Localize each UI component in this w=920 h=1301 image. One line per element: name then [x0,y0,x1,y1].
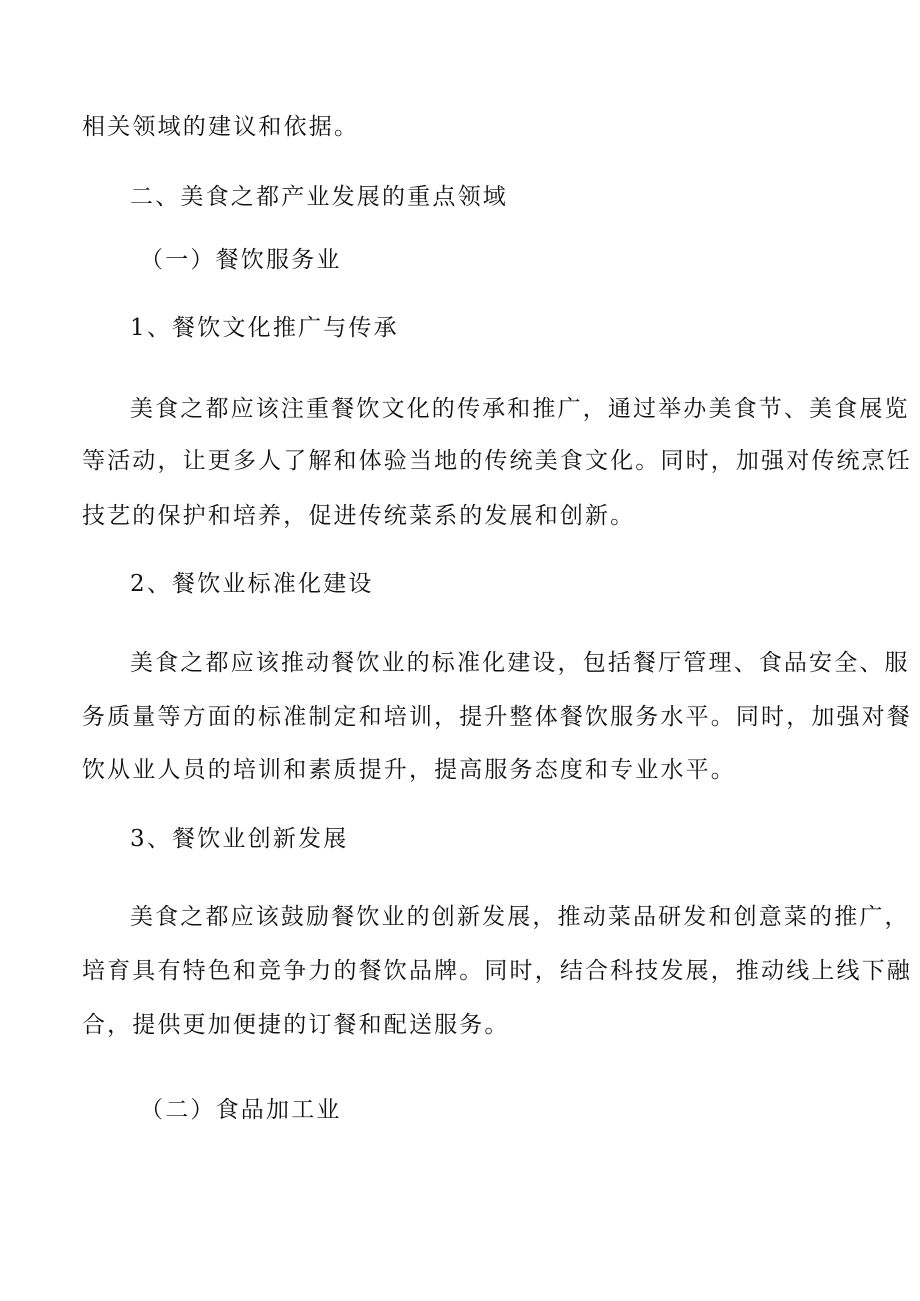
section-heading: 二、美食之都产业发展的重点领域 [130,184,508,210]
item-3-paragraph-line-1: 美食之都应该鼓励餐饮业的创新发展，推动菜品研发和创意菜的推广， [130,904,910,930]
item-2-paragraph-line-3: 饮从业人员的培训和素质提升，提高服务态度和专业水平。 [82,757,736,783]
item-1-paragraph-line-1: 美食之都应该注重餐饮文化的传承和推广，通过举办美食节、美食展览 [130,396,910,422]
subsection-heading-2: （二）食品加工业 [140,1097,342,1123]
item-3-heading: 3、餐饮业创新发展 [130,826,349,852]
item-3-paragraph-line-3: 合，提供更加便捷的订餐和配送服务。 [82,1012,510,1038]
item-2-paragraph-line-1: 美食之都应该推动餐饮业的标准化建设，包括餐厅管理、食品安全、服 [130,650,910,676]
item-2-heading: 2、餐饮业标准化建设 [130,571,374,597]
item-3-paragraph-line-2: 培育具有特色和竞争力的餐饮品牌。同时，结合科技发展，推动线上线下融 [82,958,912,984]
item-1-heading: 1、餐饮文化推广与传承 [130,315,399,341]
item-2-paragraph-line-2: 务质量等方面的标准制定和培训，提升整体餐饮服务水平。同时，加强对餐 [82,704,912,730]
subsection-heading-1: （一）餐饮服务业 [140,247,342,273]
item-1-paragraph-line-2: 等活动，让更多人了解和体验当地的传统美食文化。同时，加强对传统烹饪 [82,448,912,474]
item-1-paragraph-line-3: 技艺的保护和培养，促进传统菜系的发展和创新。 [82,503,636,529]
continuation-text: 相关领域的建议和依据。 [82,114,360,140]
